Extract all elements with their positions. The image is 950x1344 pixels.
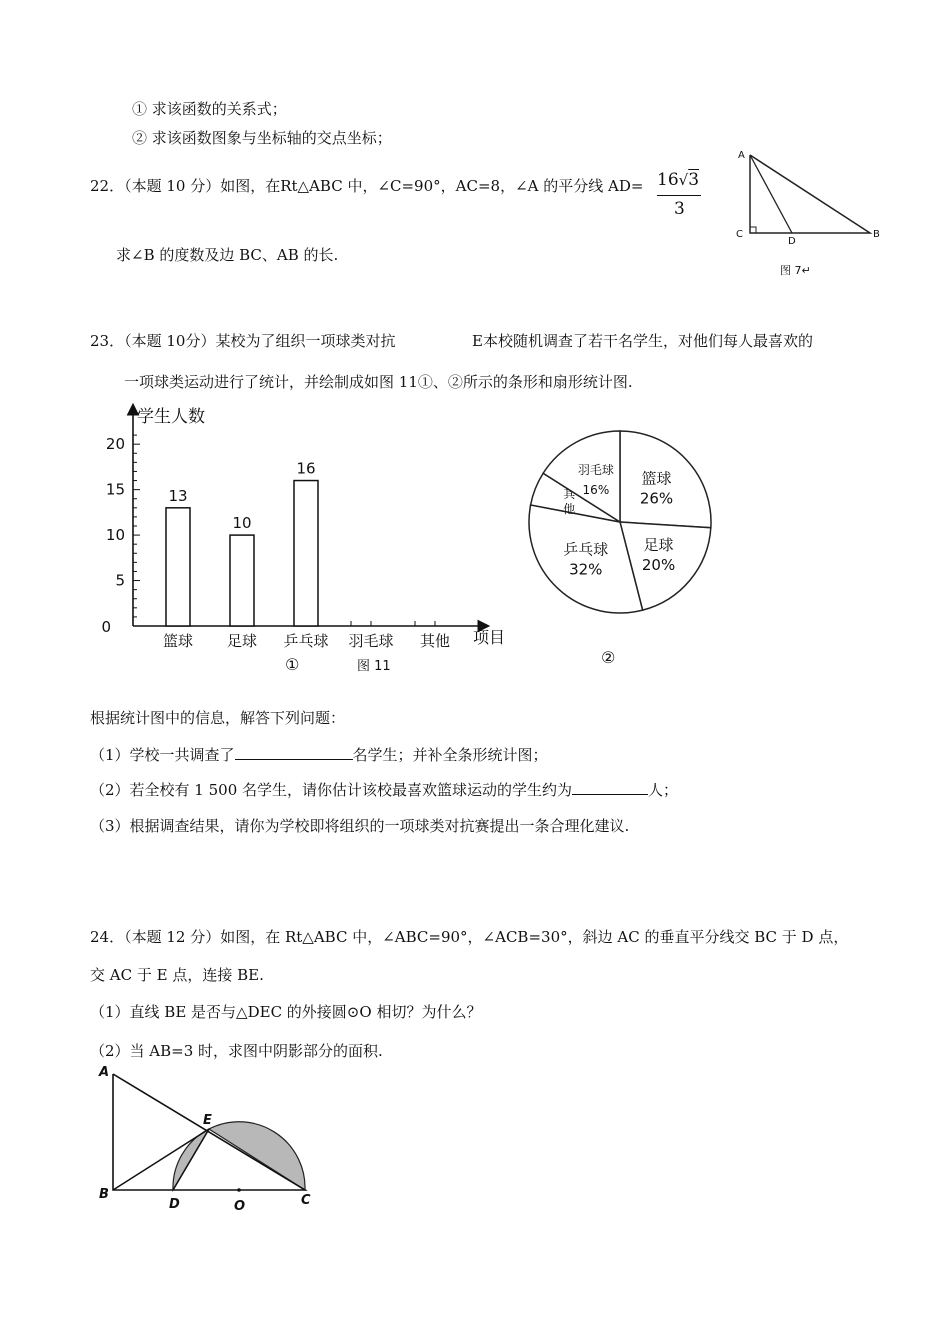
q22-ad-numerator: 16√3 <box>657 170 700 190</box>
pie-slice-percent: 26% <box>639 489 674 508</box>
pie-slice-label: 乒乓球 <box>563 540 609 559</box>
q23-question-1 <box>90 744 548 765</box>
q23-q1-prefix: （1）学校一共调查了 <box>90 746 235 764</box>
q24-shaded-region-large <box>209 1122 305 1190</box>
bar-category-label: 乒乓球 <box>283 632 329 650</box>
q23-question-2 <box>90 779 678 800</box>
q21-item-2: ② 求该函数图象与坐标轴的交点坐标； <box>132 129 392 147</box>
q24-geometry-figure <box>95 1062 335 1222</box>
q24-label-e: E <box>203 1113 212 1128</box>
q22-figure-caption: 图 7↵ <box>780 264 811 277</box>
pie-slice-percent: 32% <box>569 560 603 579</box>
q23-line-2: 一项球类运动进行了统计，并绘制成如图 11①、②所示的条形和扇形统计图. <box>124 373 633 391</box>
q24-label-c: C <box>301 1193 311 1208</box>
pie-slice-label: 足球 <box>643 535 674 554</box>
bar-data-label: 10 <box>232 514 252 533</box>
q24-label-o: O <box>234 1199 246 1214</box>
q24-sub-1: （1）直线 BE 是否与△DEC 的外接圆⊙O 相切？为什么？ <box>90 1003 482 1021</box>
q23-line-1a: 23．（本题 10分）某校为了组织一项球类对抗 <box>90 332 396 350</box>
q23-q2-answer-blank[interactable] <box>572 780 648 795</box>
q22-line-2: 求∠B 的度数及边 BC、AB 的长. <box>116 246 339 264</box>
q22-ad-coef: 16 <box>657 170 679 190</box>
q23-q2-suffix: 人； <box>648 781 679 799</box>
q22-ad-denominator: 3 <box>674 199 685 219</box>
q24-center-o <box>237 1188 241 1192</box>
q24-label-b: B <box>99 1187 109 1202</box>
q24-label-a: A <box>99 1065 110 1080</box>
bar-figure-caption: 图 11 <box>357 659 391 674</box>
bar-data-label: 16 <box>296 459 316 478</box>
q23-line-1b: E本校随机调查了若干名学生，对他们每人最喜欢的 <box>472 332 813 350</box>
pie-chart <box>520 420 720 680</box>
bar-category-label: 篮球 <box>162 632 194 650</box>
q23-q1-answer-blank[interactable] <box>235 745 353 760</box>
pie-slice-label: 羽毛球 <box>577 463 614 478</box>
pie-slice-label: 其 <box>563 486 576 501</box>
q24-triangle <box>113 1074 305 1190</box>
bar-乒乓球 <box>294 481 318 626</box>
bar-category-label: 其他 <box>419 632 451 650</box>
bar-chart-marker: ① <box>285 655 300 674</box>
q22-label-c: C <box>736 229 743 240</box>
pie-slice-label: 篮球 <box>641 469 672 488</box>
bar-x-axis-label: 项目 <box>473 628 506 647</box>
q24-segment-de <box>173 1129 209 1190</box>
q23-q1-suffix: 名学生；并补全条形统计图； <box>352 746 548 764</box>
q24-line-1: 24．（本题 12 分）如图，在 Rt△ABC 中，∠ABC=90°，∠ACB=30°，斜边 AC 的垂直平分线交 BC 于 D 点， <box>90 928 849 946</box>
bar-y-axis-label: 学生人数 <box>137 407 205 427</box>
q23-intro: 根据统计图中的信息，解答下列问题： <box>90 709 346 727</box>
y-tick-label: 5 <box>115 571 125 590</box>
q23-q2-prefix: （2）若全校有 1 500 名学生，请你估计该校最喜欢篮球运动的学生约为 <box>90 781 573 799</box>
bar-data-label: 13 <box>168 486 188 505</box>
y-tick-label: 20 <box>105 435 125 454</box>
pie-slice-percent: 16% <box>582 483 610 498</box>
y-tick-label: 0 <box>101 618 111 636</box>
q22-text: 22．（本题 10 分）如图，在Rt△ABC 中，∠C=90°，AC=8，∠A 的平分线 AD= <box>90 177 644 195</box>
bar-篮球 <box>166 508 190 626</box>
q22-fraction-bar <box>657 195 701 196</box>
pie-chart-marker: ② <box>601 648 616 667</box>
bar-category-label: 羽毛球 <box>348 632 394 650</box>
pie-slice-label: 他 <box>563 501 576 516</box>
bar-足球 <box>230 535 254 626</box>
q22-ad-radicand: 3 <box>688 170 700 190</box>
pie-slice-percent: 20% <box>641 555 676 574</box>
q22-label-b: B <box>873 229 880 240</box>
q24-line-2: 交 AC 于 E 点，连接 BE. <box>90 966 264 984</box>
bar-category-label: 足球 <box>226 632 258 650</box>
q22-triangle-figure <box>730 145 890 285</box>
q21-item-1: ① 求该函数的关系式； <box>132 100 287 118</box>
y-tick-label: 10 <box>105 526 125 545</box>
bar-chart <box>95 400 525 680</box>
q22-label-d: D <box>788 236 796 247</box>
y-tick-label: 15 <box>105 480 125 499</box>
q24-sub-2: （2）当 AB=3 时，求图中阴影部分的面积. <box>90 1042 383 1060</box>
q24-segment-be <box>113 1129 209 1190</box>
q23-question-3: （3）根据调查结果，请你为学校即将组织的一项球类对抗赛提出一条合理化建议. <box>90 817 630 835</box>
q22-label-a: A <box>738 150 745 161</box>
q24-label-d: D <box>169 1197 180 1212</box>
